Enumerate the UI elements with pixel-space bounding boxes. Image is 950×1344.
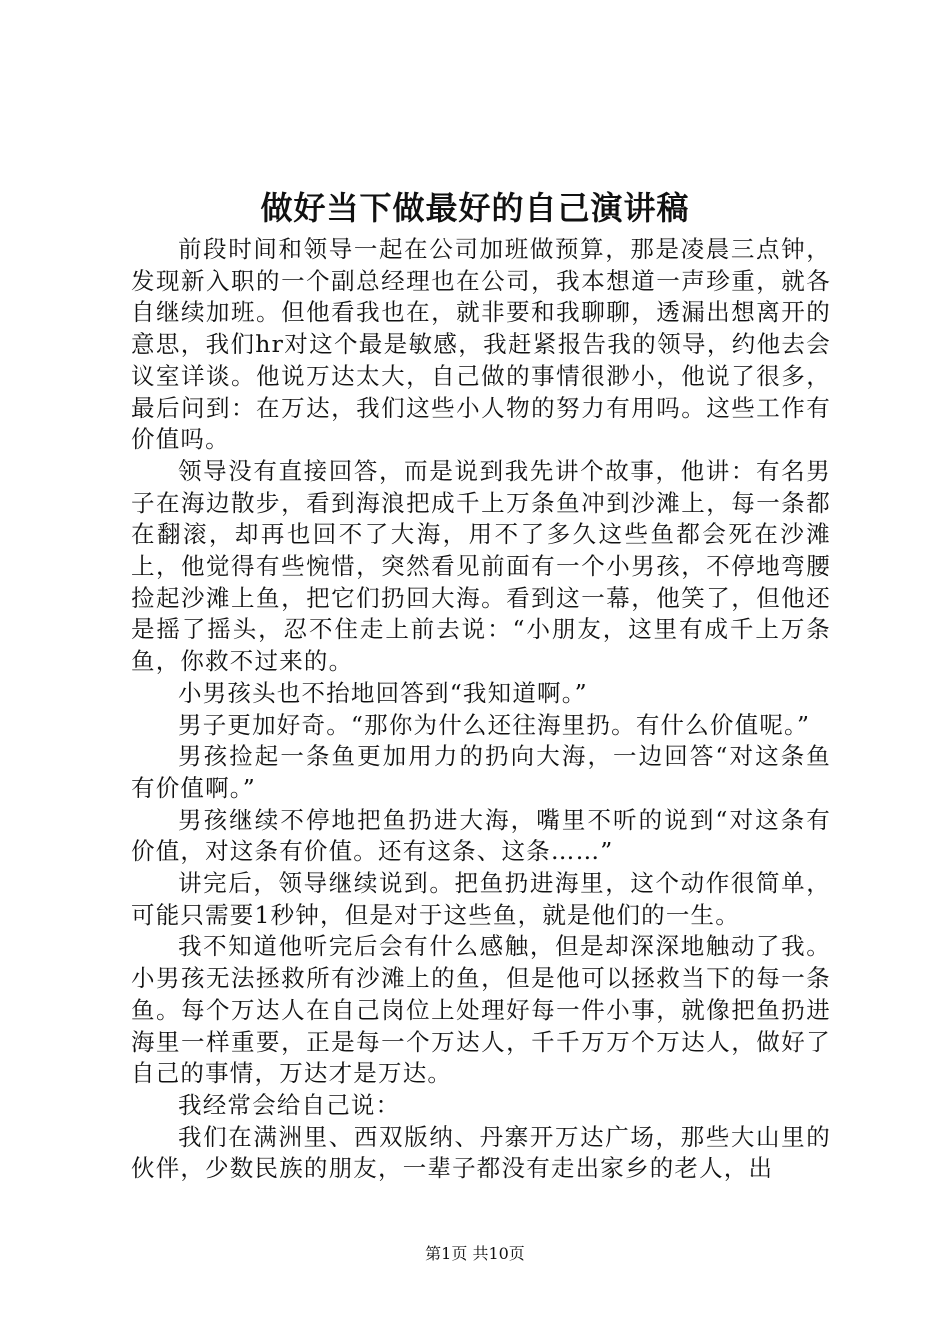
paragraph: 男孩继续不停地把鱼扔进大海，嘴里不听的说到“对这条有价值，对这条有价值。还有这条、这条……” bbox=[131, 805, 831, 866]
paragraph: 我们在满洲里、西双版纳、丹寨开万达广场，那些大山里的伙伴，少数民族的朋友，一辈子都没有走出家乡的老人，出 bbox=[131, 1122, 831, 1183]
paragraph: 讲完后，领导继续说到。把鱼扔进海里，这个动作很简单，可能只需要1秒钟，但是对于这些鱼，就是他们的一生。 bbox=[131, 869, 831, 929]
page-footer: 第1页 共10页 bbox=[425, 1244, 525, 1263]
paragraph: 前段时间和领导一起在公司加班做预算，那是凌晨三点钟，发现新入职的一个副总经理也在公司，我本想道一声珍重，就各自继续加班。但他看我也在，就非要和我聊聊，透漏出想离开的意思，我们hr对这个最是敏感，我赶紧报告我的领导，约他去会议室详谈。他说万达太大，自己做的事情很渺小，他说了很多，最后问到：在万达，我们这些小人物的努力有用吗。这些工作有价值吗。 bbox=[131, 235, 831, 454]
paragraph: 小男孩头也不抬地回答到“我知道啊。” bbox=[178, 678, 588, 707]
document-body bbox=[131, 234, 831, 1185]
paragraph: 男子更加好奇。“那你为什么还往海里扔。有什么价值呢。” bbox=[178, 710, 811, 739]
paragraph: 男孩捡起一条鱼更加用力的扔向大海，一边回答“对这条鱼有价值啊。” bbox=[131, 742, 831, 802]
paragraph: 领导没有直接回答，而是说到我先讲个故事，他讲：有名男子在海边散步，看到海浪把成千上万条鱼冲到沙滩上，每一条都在翻滚，却再也回不了大海，用不了多久这些鱼都会死在沙滩上，他觉得有些惋惜，突然看见前面有一个小男孩，不停地弯腰捡起沙滩上鱼，把它们扔回大海。看到这一幕，他笑了，但他还是摇了摇头，忍不住走上前去说：“小朋友，这里有成千上万条鱼，你救不过来的。 bbox=[131, 456, 831, 676]
document-title: 做好当下做最好的自己演讲稿 bbox=[260, 189, 690, 227]
paragraph: 我经常会给自己说： bbox=[178, 1090, 401, 1119]
paragraph: 我不知道他听完后会有什么感触，但是却深深地触动了我。小男孩无法拯救所有沙滩上的鱼，但是他可以拯救当下的每一条鱼。每个万达人在自己岗位上处理好每一件小事，就像把鱼扔进海里一样重要，正是每一个万达人，千千万万个万达人，做好了自己的事情，万达才是万达。 bbox=[131, 932, 831, 1088]
